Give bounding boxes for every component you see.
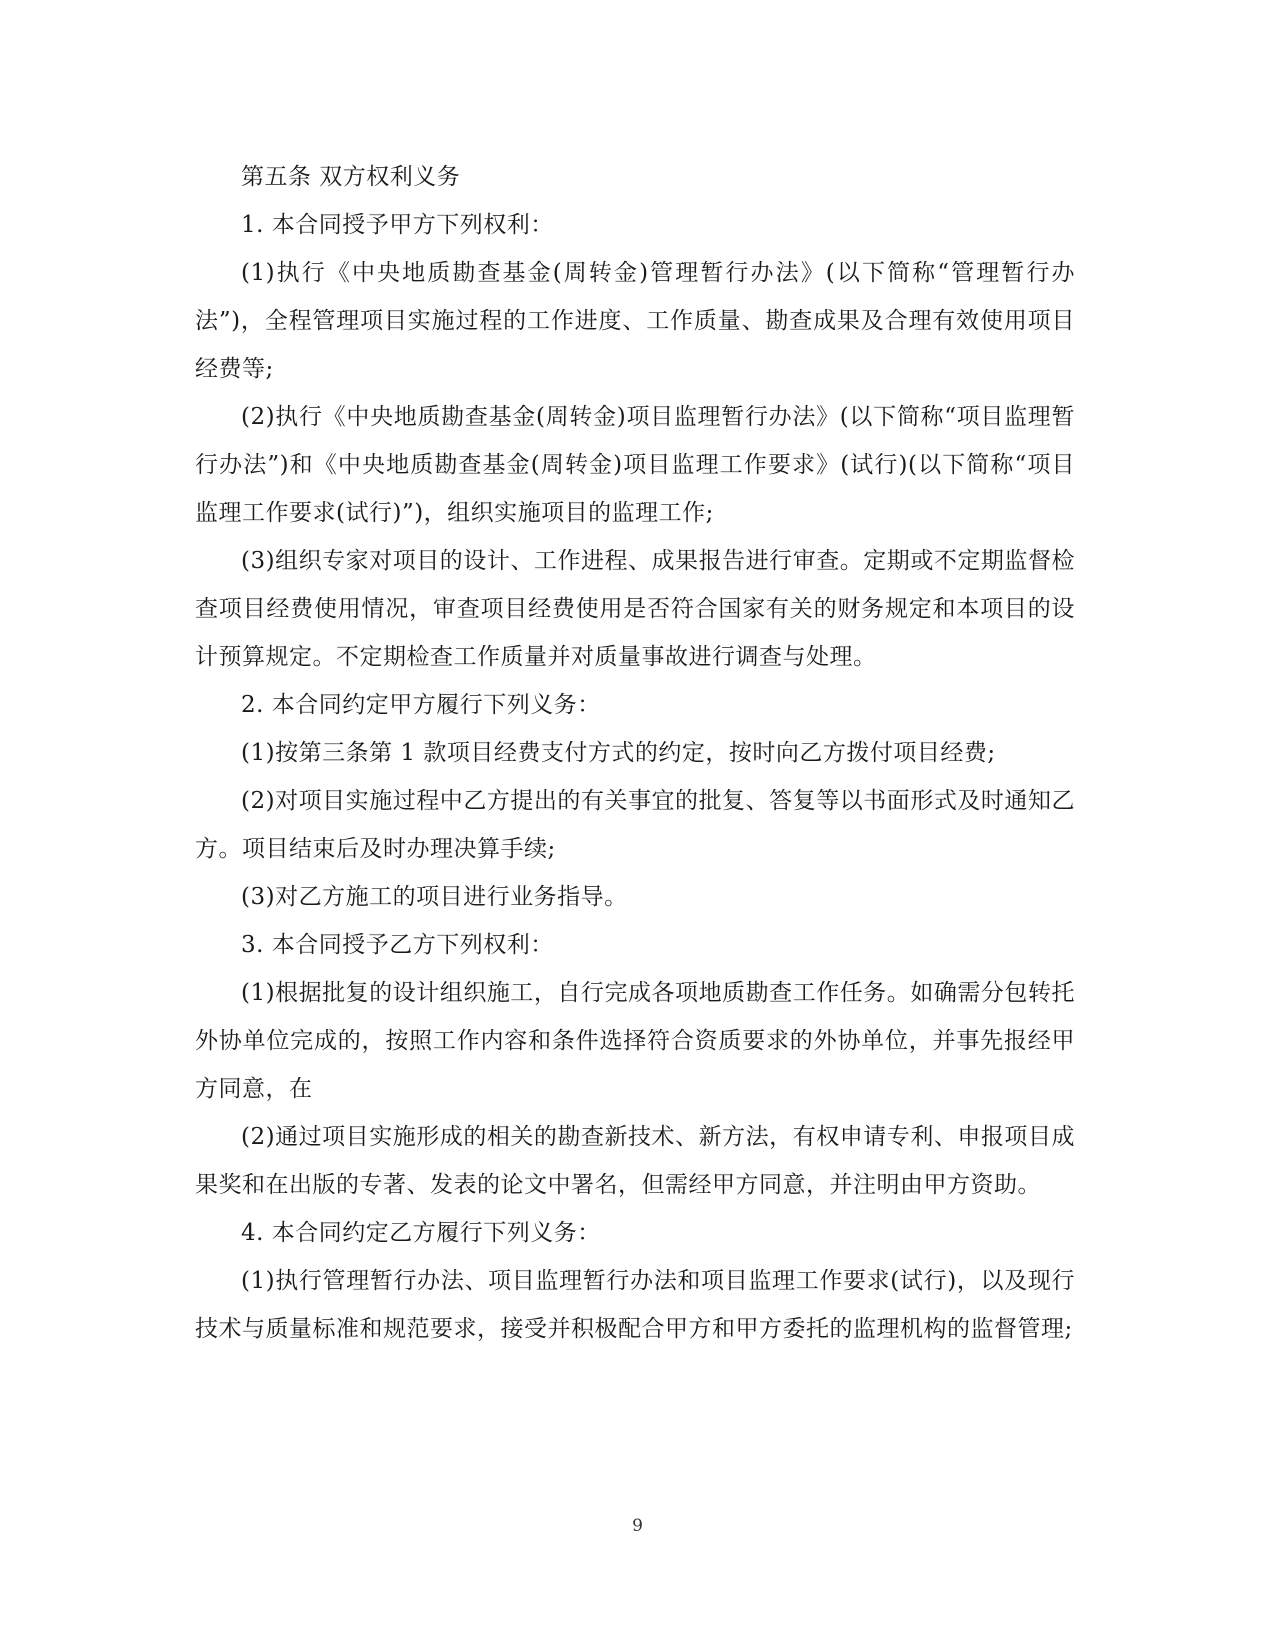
- clause-paragraph: (2)执行《中央地质勘查基金(周转金)项目监理暂行办法》(以下简称“项目监理暂行办法”)和《中央地质勘查基金(周转金)项目监理工作要求》(试行)(以下简称“项目监理工作要求(试行)”)，组织实施项目的监理工作;: [195, 404, 1075, 526]
- clause-paragraph: (2)通过项目实施形成的相关的勘查新技术、新方法，有权申请专利、申报项目成果奖和在出版的专著、发表的论文中署名，但需经甲方同意，并注明由甲方资助。: [195, 1124, 1075, 1198]
- clause-party-b-obligations-heading: 4. 本合同约定乙方履行下列义务：: [241, 1220, 601, 1246]
- clause-party-a-rights-heading: 1. 本合同授予甲方下列权利：: [241, 212, 554, 238]
- page-number: 9: [632, 1516, 643, 1536]
- article-heading: 第五条 双方权利义务: [241, 164, 461, 190]
- clause-party-b-rights-heading: 3. 本合同授予乙方下列权利：: [241, 932, 554, 958]
- clause-party-a-obligations-heading: 2. 本合同约定甲方履行下列义务：: [241, 692, 601, 718]
- clause-paragraph: (1)执行管理暂行办法、项目监理暂行办法和项目监理工作要求(试行)，以及现行技术与质量标准和规范要求，接受并积极配合甲方和甲方委托的监理机构的监督管理;: [195, 1268, 1075, 1342]
- clause-paragraph: (2)对项目实施过程中乙方提出的有关事宜的批复、答复等以书面形式及时通知乙方。项目结束后及时办理决算手续;: [195, 788, 1075, 862]
- clause-paragraph: (3)组织专家对项目的设计、工作进程、成果报告进行审查。定期或不定期监督检查项目经费使用情况，审查项目经费使用是否符合国家有关的财务规定和本项目的设计预算规定。不定期检查工作质量并对质量事故进行调查与处理。: [195, 548, 1075, 670]
- clause-paragraph: (1)按第三条第 1 款项目经费支付方式的约定，按时向乙方拨付项目经费;: [241, 740, 996, 766]
- clause-paragraph: (1)执行《中央地质勘查基金(周转金)管理暂行办法》(以下简称“管理暂行办法”)，全程管理项目实施过程的工作进度、工作质量、勘查成果及合理有效使用项目经费等;: [195, 260, 1075, 382]
- clause-paragraph: (3)对乙方施工的项目进行业务指导。: [241, 884, 628, 910]
- document-body: [195, 153, 1075, 1353]
- clause-paragraph: (1)根据批复的设计组织施工，自行完成各项地质勘查工作任务。如确需分包转托外协单位完成的，按照工作内容和条件选择符合资质要求的外协单位，并事先报经甲方同意，在: [195, 980, 1075, 1102]
